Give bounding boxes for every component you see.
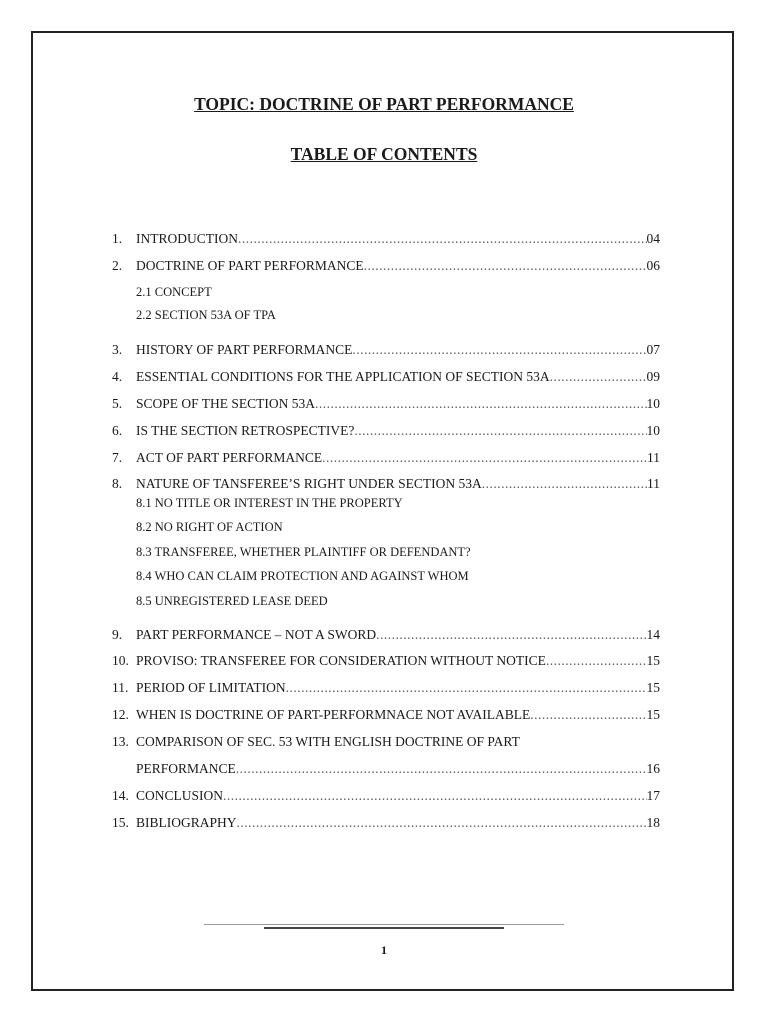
toc-subentry: 8.3 TRANSFEREE, WHETHER PLAINTIFF OR DEFENDANT? [136, 545, 471, 559]
toc-entry: 7. ACT OF PART PERFORMANCE ..... 11 [112, 448, 660, 468]
toc-entry: 13. COMPARISON OF SEC. 53 WITH ENGLISH DOCTRINE OF PART [112, 734, 520, 749]
page-number: 1 [381, 943, 387, 957]
toc-entry: 14. CONCLUSION ..... 17 [112, 786, 660, 806]
toc-entry: 2. DOCTRINE OF PART PERFORMANCE ..... 06 [112, 256, 660, 276]
toc-entry: 10. PROVISO: TRANSFEREE FOR CONSIDERATION WITHOUT NOTICE ..... 15 [112, 651, 660, 671]
toc-entry: 1. INTRODUCTION ..... 04 [112, 229, 660, 249]
toc-subentry: 8.1 NO TITLE OR INTEREST IN THE PROPERTY [136, 496, 403, 510]
toc-entry: 6. IS THE SECTION RETROSPECTIVE? ..... 10 [112, 421, 660, 441]
toc-subentry: 8.4 WHO CAN CLAIM PROTECTION AND AGAINST WHOM [136, 569, 469, 583]
document-topic: TOPIC: DOCTRINE OF PART PERFORMANCE [194, 94, 574, 114]
toc-heading: TABLE OF CONTENTS [290, 144, 478, 164]
footer-divider [204, 924, 564, 925]
toc-entry-continuation: PERFORMANCE ..... 16 [112, 759, 660, 779]
toc-subentry: 8.2 NO RIGHT OF ACTION [136, 520, 283, 534]
toc-entry: 12. WHEN IS DOCTRINE OF PART-PERFORMNACE NOT AVAILABLE ..... 15 [112, 705, 660, 725]
toc-entry: 4. ESSENTIAL CONDITIONS FOR THE APPLICATION OF SECTION 53A ..... 09 [112, 367, 660, 387]
toc-entry: 5. SCOPE OF THE SECTION 53A ..... 10 [112, 394, 660, 414]
toc-entry: 3. HISTORY OF PART PERFORMANCE ..... 07 [112, 340, 660, 360]
toc-entry: 11. PERIOD OF LIMITATION ..... 15 [112, 678, 660, 698]
toc-entry: 9. PART PERFORMANCE – NOT A SWORD ..... 14 [112, 625, 660, 645]
toc-subentry: 2.1 CONCEPT [136, 285, 212, 299]
toc-subentry: 8.5 UNREGISTERED LEASE DEED [136, 594, 328, 608]
toc-entry: 15. BIBLIOGRAPHY ..... 18 [112, 813, 660, 833]
toc-entry: 8. NATURE OF TANSFEREE’S RIGHT UNDER SECTION 53A ..... 11 [112, 474, 660, 494]
toc-subentry: 2.2 SECTION 53A OF TPA [136, 308, 276, 322]
footer-divider-accent [264, 927, 504, 929]
